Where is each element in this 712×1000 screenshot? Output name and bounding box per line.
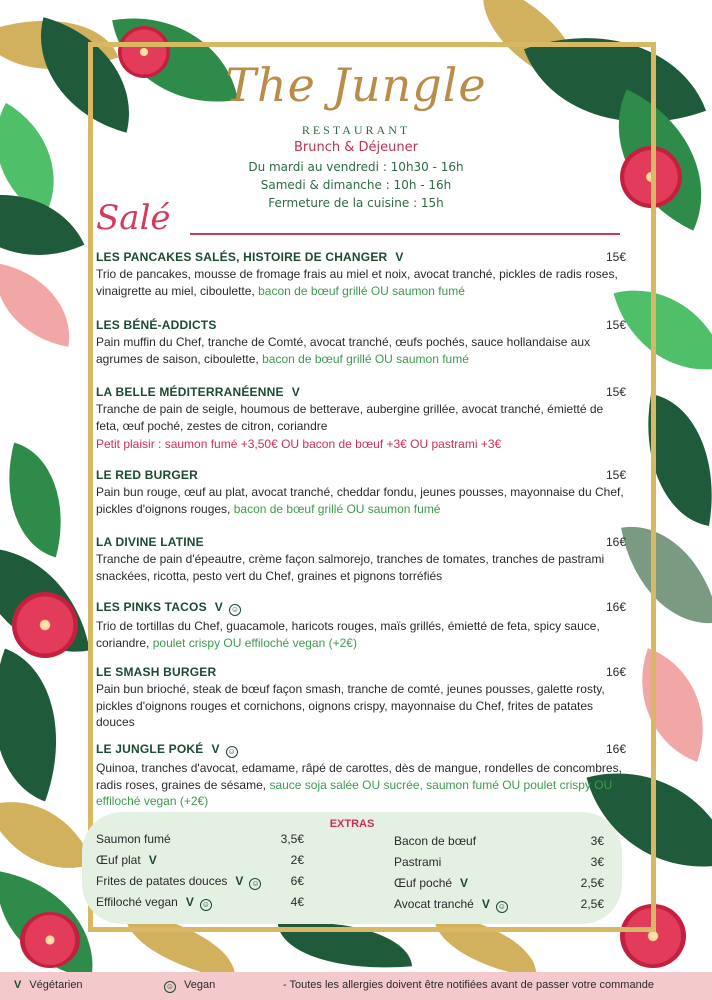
vegetarian-icon: V: [14, 979, 22, 991]
vegan-icon: ☺: [227, 747, 236, 756]
vegetarian-icon: V: [235, 874, 244, 888]
dish-price: 16€: [605, 535, 626, 549]
hibiscus-flower-icon: [12, 592, 78, 658]
dish-option: bacon de bœuf grillé OU saumon fumé: [233, 501, 441, 516]
vegan-icon: ☺: [497, 902, 506, 911]
dish-price: 16€: [605, 665, 626, 679]
extra-name: Pastrami: [394, 855, 442, 869]
hours-weekend: Samedi & dimanche : 10h - 16h: [260, 178, 452, 192]
legend-vegan: Vegan: [184, 979, 216, 991]
dish-option: bacon de bœuf grillé OU saumon fumé: [258, 283, 465, 298]
vegetarian-icon: V: [214, 600, 224, 614]
extra-price: 2€: [290, 853, 304, 867]
dish-extra-offer: Petit plaisir : saumon fumé +3,50€ OU bacon de bœuf +3€ OU pastrami +3€: [96, 437, 502, 451]
section-title: Salé: [96, 198, 171, 238]
vegetarian-icon: V: [211, 742, 220, 756]
hours-weekday: Du mardi au vendredi : 10h30 - 16h: [248, 160, 464, 174]
extra-price: 3€: [590, 834, 604, 848]
monstera-leaf: [0, 649, 90, 802]
dish-option: bacon de bœuf grillé OU saumon fumé: [262, 351, 469, 366]
vegan-icon: ☺: [230, 605, 240, 614]
vegan-icon: ☺: [201, 900, 210, 909]
kitchen-closing: Fermeture de la cuisine : 15h: [268, 196, 444, 210]
service-tagline: Brunch & Déjeuner: [294, 140, 418, 155]
restaurant-title: The Jungle: [225, 58, 487, 112]
dish-description: Tranche de pain de seigle, houmous de betterave, aubergine grillée, avocat tranché, émietté de feta, œuf poché, zestes de citron, coriandre: [96, 402, 604, 433]
dish-name: LE RED BURGER: [96, 468, 198, 482]
dish-name: LE SMASH BURGER: [96, 665, 217, 679]
dish-description: Trio de pancakes, mousse de fromage frais au miel et noix, avocat tranché, pickles de radis roses, vinaigrette au miel, ciboulette,: [96, 267, 618, 298]
vegan-icon: ☺: [251, 879, 260, 888]
dish-price: 15€: [605, 385, 626, 399]
extra-name: Œuf plat: [96, 853, 141, 867]
dish-description: Tranche de pain d'épeautre, crème façon salmorejo, tranches de tomates, tranches de pastrami snackées, ricotta, pesto vert du Chef, graines et pignons torréfiés: [96, 552, 605, 583]
dish-name: LES BÉNÉ-ADDICTS: [96, 318, 217, 332]
extra-name: Bacon de bœuf: [394, 834, 477, 848]
dish-name: LE JUNGLE POKÉ: [96, 742, 204, 756]
extra-price: 3€: [590, 855, 604, 869]
extra-name: Saumon fumé: [96, 832, 171, 846]
extra-price: 4€: [290, 895, 304, 909]
restaurant-subtitle: RESTAURANT: [301, 123, 411, 137]
extra-name: Avocat tranché: [394, 897, 474, 911]
extra-name: Œuf poché: [394, 876, 453, 890]
hibiscus-flower-icon: [20, 912, 80, 968]
extras-title: EXTRAS: [329, 818, 375, 830]
dish-price: 16€: [605, 742, 626, 756]
dish-description: Pain bun brioché, steak de bœuf façon smash, tranche de comté, jeunes pousses, galette rosty, pickles d'oignons rouges et cornichons, oignons crispy, mayonnaise du Chef, frites de patates douces: [96, 682, 605, 729]
dish-price: 16€: [605, 600, 626, 614]
allergy-notice: - Toutes les allergies doivent être notifiées avant de passer votre commande: [283, 979, 654, 991]
dish-name: LES PANCAKES SALÉS, HISTOIRE DE CHANGER: [96, 250, 388, 264]
extra-price: 6€: [290, 874, 304, 888]
dish-item: [96, 742, 626, 810]
dish-price: 15€: [605, 250, 626, 264]
vegetarian-icon: V: [291, 385, 300, 399]
vegan-icon: ☺: [165, 982, 175, 991]
dish-item: [96, 318, 626, 367]
extra-name: Effiloché vegan: [96, 895, 178, 909]
dish-name: LES PINKS TACOS: [96, 600, 207, 614]
vegetarian-icon: V: [395, 250, 404, 264]
dish-item: [96, 600, 626, 651]
dish-option: poulet crispy OU effiloché vegan (+2€): [152, 635, 357, 650]
legend-vegetarian: Végétarien: [29, 979, 83, 991]
extra-price: 3,5€: [280, 832, 304, 846]
pink-palm-leaf: [0, 263, 80, 347]
extra-price: 2,5€: [580, 876, 604, 890]
dish-item: [96, 665, 626, 731]
extras-panel: [82, 812, 622, 924]
palm-leaf: [0, 443, 82, 558]
vegetarian-icon: V: [185, 895, 194, 909]
dish-name: LA DIVINE LATINE: [96, 535, 204, 549]
dish-price: 15€: [605, 318, 626, 332]
section-divider: [190, 233, 620, 235]
dish-item: [96, 250, 626, 299]
dish-description: Quinoa, tranches d'avocat, edamame, râpé de carottes, dès de mangue, rondelles de concombres, radis roses, graines de sésame,: [96, 761, 622, 792]
dish-description: Pain muffin du Chef, tranche de Comté, avocat tranché, œufs pochés, sauce hollandaise aux agrumes de saison, ciboulette,: [96, 335, 591, 366]
dish-item: [96, 535, 626, 584]
dish-description: Pain bun rouge, œuf au plat, avocat tranché, cheddar fondu, jeunes pousses, mayonnaise du Chef, pickles d'oignons rouges,: [96, 485, 624, 516]
vegetarian-icon: V: [460, 876, 469, 890]
dish-item: [96, 385, 626, 453]
dish-name: LA BELLE MÉDITERRANÉENNE: [96, 385, 284, 399]
extra-name: Frites de patates douces: [96, 874, 228, 888]
dish-price: 15€: [605, 468, 626, 482]
vegetarian-icon: V: [148, 853, 157, 867]
dish-option: sauce soja salée OU sucrée, saumon fumé OU poulet crispy OU effiloché vegan (+2€): [96, 777, 613, 808]
extra-price: 2,5€: [580, 897, 604, 911]
dish-description: Trio de tortillas du Chef, guacamole, haricots rouges, maïs grillés, émietté de feta, spicy sauce, coriandre,: [96, 619, 600, 650]
dish-item: [96, 468, 626, 517]
vegetarian-icon: V: [481, 897, 490, 911]
